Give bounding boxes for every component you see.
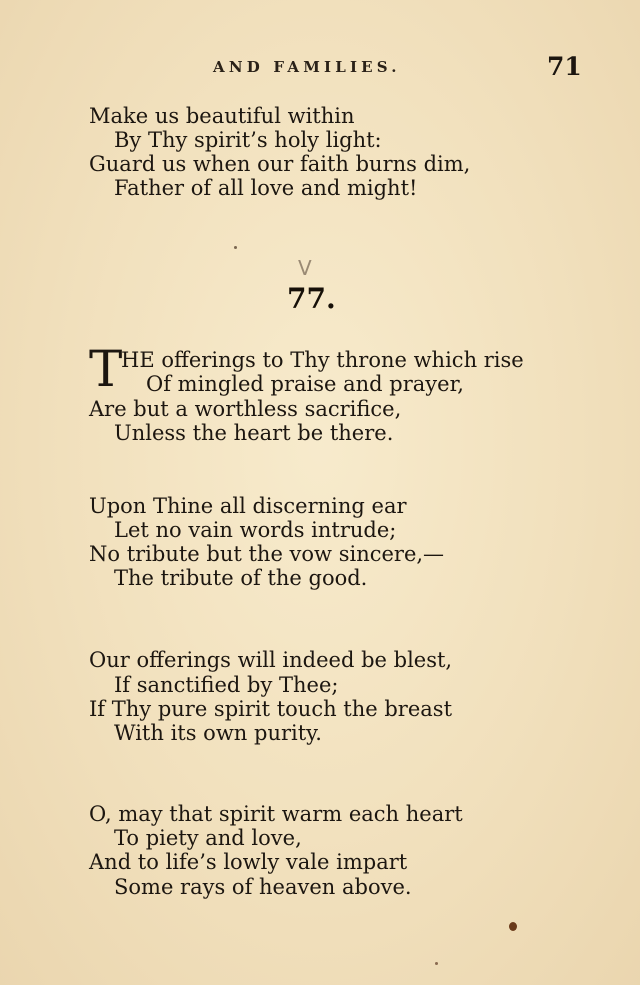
verse-line: If sanctified by Thee; — [114, 673, 339, 697]
verse-line: Make us beautiful within — [89, 104, 355, 128]
verse-line: Upon Thine all discerning ear — [89, 494, 407, 518]
verse-line: Father of all love and might! — [114, 176, 418, 200]
verse-line: No tribute but the vow sincere,— — [89, 542, 445, 566]
verse-line: Some rays of heaven above. — [114, 875, 412, 899]
verse-line: Our offerings will indeed be blest, — [89, 648, 453, 672]
page-number: 71 — [547, 52, 582, 81]
hymn-number: 77. — [287, 282, 336, 315]
verse-line: Let no vain words intrude; — [114, 518, 397, 542]
ink-speck — [509, 922, 517, 931]
verse-line: By Thy spirit’s holy light: — [114, 128, 382, 152]
pencil-check-mark: V — [298, 256, 312, 280]
verse-line: Of mingled praise and prayer, — [146, 372, 464, 396]
ink-speck — [234, 246, 237, 249]
verse-line: And to life’s lowly vale impart — [89, 850, 408, 874]
verse-line: Unless the heart be there. — [114, 421, 394, 445]
verse-line: If Thy pure spirit touch the breast — [89, 697, 453, 721]
running-head: AND FAMILIES. — [213, 58, 401, 76]
verse-line: To piety and love, — [114, 826, 302, 850]
verse-line: Are but a worthless sacrifice, — [89, 397, 402, 421]
verse-line: HE offerings to Thy throne which rise — [121, 348, 524, 372]
verse-line: With its own purity. — [114, 721, 322, 745]
verse-line: O, may that spirit warm each heart — [89, 802, 463, 826]
verse-line: The tribute of the good. — [114, 566, 368, 590]
ink-speck — [435, 962, 438, 965]
drop-cap: T — [89, 340, 123, 398]
verse-line: Guard us when our faith burns dim, — [89, 152, 471, 176]
